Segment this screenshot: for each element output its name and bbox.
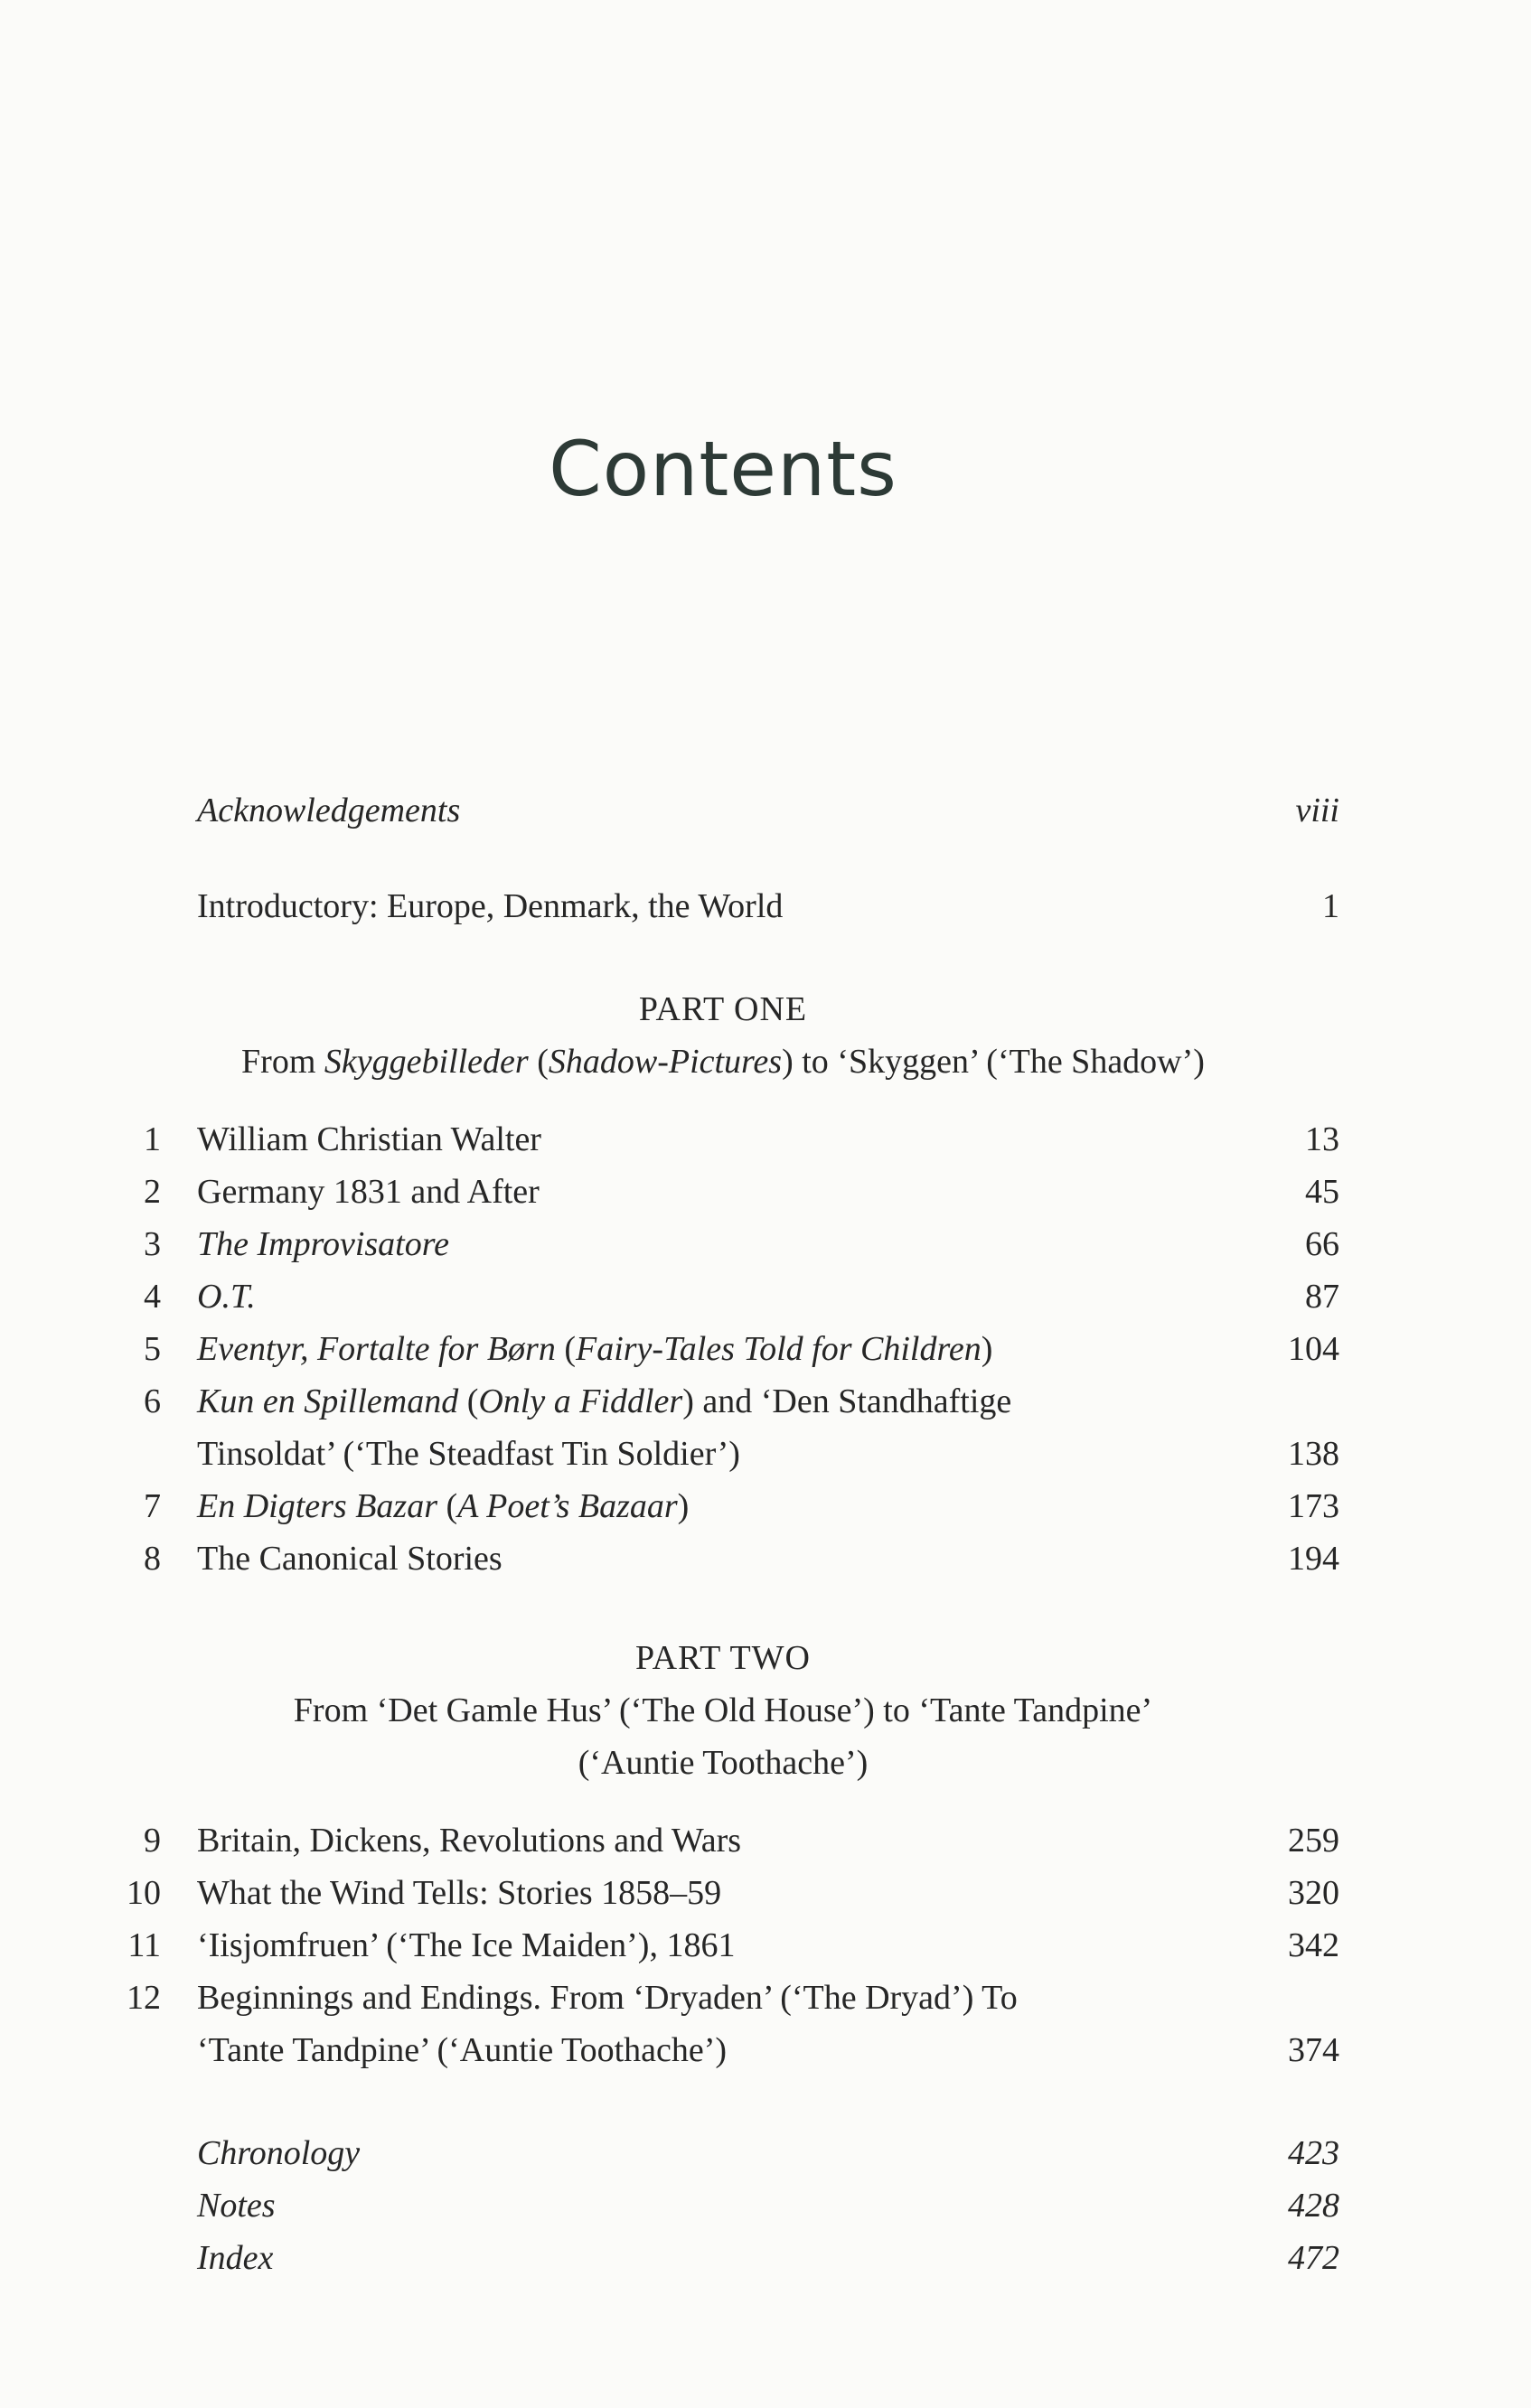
chapter-number: 11 [127,1926,161,1964]
entry-label: Notes [197,2187,276,2225]
toc-entry-chapter-1[interactable] [0,1113,1531,1166]
chapter-number: 12 [127,1979,161,2017]
entry-page: viii [1295,792,1339,829]
entry-label: Introductory: Europe, Denmark, the World [197,887,784,925]
entry-label: Beginnings and Endings. From ‘Dryaden’ (‘The Dryad’) To [197,1979,1018,2017]
entry-label: Index [197,2239,274,2277]
toc-entry-chapter-6[interactable] [0,1375,1531,1428]
page-title: Contents [549,425,897,513]
chapter-number: 4 [144,1278,161,1316]
entry-page: 138 [1288,1435,1339,1473]
entry-label: En Digters Bazar (A Poet’s Bazaar) [197,1487,690,1525]
entry-page: 173 [1288,1487,1339,1525]
toc-entry-chapter-12[interactable] [0,1972,1531,2024]
toc-entry-index[interactable] [0,2232,1531,2284]
entry-label: William Christian Walter [197,1120,541,1158]
toc-entry-chapter-3[interactable] [0,1218,1531,1270]
entry-page: 45 [1305,1173,1339,1211]
toc-entry-introductory[interactable] [0,880,1531,932]
entry-page: 374 [1288,2031,1339,2069]
toc-entry-chapter-11[interactable] [0,1919,1531,1972]
chapter-number: 1 [144,1120,161,1158]
entry-page: 428 [1288,2187,1339,2225]
toc-entry-chapter-9[interactable] [0,1814,1531,1867]
chapter-number: 9 [144,1822,161,1860]
entry-label-continued: Tinsoldat’ (‘The Steadfast Tin Soldier’) [197,1435,740,1473]
toc-entry-chapter-2[interactable] [0,1166,1531,1218]
chapter-number: 5 [144,1330,161,1368]
entry-label: Kun en Spillemand (Only a Fiddler) and ‘Den Standhaftige [197,1382,1012,1420]
entry-page: 342 [1288,1926,1339,1964]
part-two-subtitle-line1: From ‘Det Gamle Hus’ (‘The Old House’) to ‘Tante Tandpine’ [293,1691,1153,1729]
toc-entry-notes[interactable] [0,2179,1531,2232]
toc-entry-chapter-6-continued[interactable] [0,1428,1531,1480]
toc-entry-chapter-12-continued[interactable] [0,2024,1531,2076]
chapter-number: 7 [144,1487,161,1525]
entry-page: 194 [1288,1540,1339,1578]
toc-entry-chapter-10[interactable] [0,1867,1531,1919]
entry-label: The Improvisatore [197,1225,449,1263]
entry-label: The Canonical Stories [197,1540,503,1578]
entry-page: 259 [1288,1822,1339,1860]
entry-label: Acknowledgements [197,792,461,829]
chapter-number: 3 [144,1225,161,1263]
chapter-number: 10 [127,1874,161,1912]
toc-entry-chapter-5[interactable] [0,1323,1531,1375]
toc-entry-chapter-4[interactable] [0,1270,1531,1323]
part-two-heading: PART TWO [634,1639,811,1677]
entry-page: 320 [1288,1874,1339,1912]
entry-label: ‘Iisjomfruen’ (‘The Ice Maiden’), 1861 [197,1926,736,1964]
entry-page: 423 [1288,2134,1339,2172]
entry-page: 87 [1305,1278,1339,1316]
chapter-number: 8 [144,1540,161,1578]
chapter-number: 6 [144,1382,161,1420]
entry-label: Britain, Dickens, Revolutions and Wars [197,1822,742,1860]
entry-label-continued: ‘Tante Tandpine’ (‘Auntie Toothache’) [197,2031,728,2069]
entry-label: Germany 1831 and After [197,1173,540,1211]
entry-label: What the Wind Tells: Stories 1858–59 [197,1874,722,1912]
toc-entry-chronology[interactable] [0,2127,1531,2179]
toc-entry-chapter-7[interactable] [0,1480,1531,1532]
toc-entry-acknowledgements[interactable] [0,784,1531,837]
part-one-subtitle: From Skyggebilleder (Shadow-Pictures) to ‘Skyggen’ (‘The Shadow’) [241,1043,1205,1081]
entry-label: Chronology [197,2134,361,2172]
part-one-heading: PART ONE [638,990,808,1028]
entry-page: 1 [1322,887,1339,925]
entry-label: Eventyr, Fortalte for Børn (Fairy-Tales Told for Children) [197,1330,993,1368]
entry-page: 472 [1288,2239,1339,2277]
entry-page: 104 [1288,1330,1339,1368]
entry-page: 13 [1305,1120,1339,1158]
chapter-number: 2 [144,1173,161,1211]
part-two-subtitle-line2: (‘Auntie Toothache’) [578,1744,869,1782]
toc-entry-chapter-8[interactable] [0,1532,1531,1585]
entry-page: 66 [1305,1225,1339,1263]
entry-label: O.T. [197,1278,256,1316]
